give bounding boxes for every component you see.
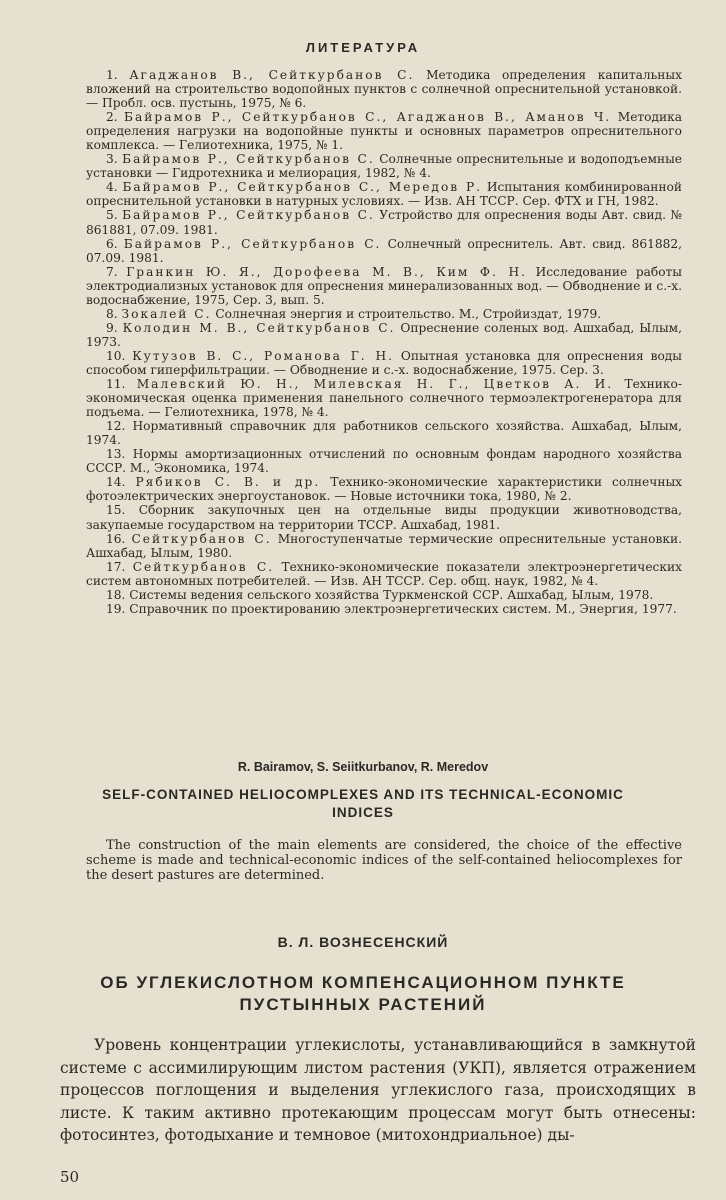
- reference-text: Многоступенчатые термические опреснительные установки. Ашхабад, Ылым, 1980.: [86, 531, 682, 560]
- reference-text: Устройство для опреснения воды Авт. свид. № 861881, 07.09. 1981.: [86, 208, 683, 237]
- reference-author: Байрамов Р., Сейткурбанов С., Агаджанов В., Аманов Ч.: [124, 110, 612, 125]
- article-body-text: Уровень концентрации углекислоты, устанавливающийся в замкнутой системе с ассимилирующим листом растения (УКП), является отражением процессов поглощения и выделения углекислого газа, происходящих в листе. К таким активно протекающим процессам могут быть отнесены: фотосинтез, фотодыхание и темновое (митохондриальное) ды-: [60, 1036, 696, 1144]
- reference-text: Опытная установка для опреснения воды способом гиперфильтрации. — Обводнение и с.-х. водоснабжение, 1975. Сер. 3.: [86, 348, 682, 377]
- reference-item: [86, 152, 682, 180]
- reference-author: Байрамов Р., Сейткурбанов С.: [122, 208, 375, 223]
- reference-item: [86, 349, 682, 377]
- reference-number: 11.: [106, 377, 126, 392]
- reference-author: Зокалей С.: [121, 306, 212, 321]
- reference-author: Гранкин Ю. Я., Дорофеева М. В., Ким Ф. Н.: [126, 264, 527, 279]
- reference-text: Солнечный опреснитель. Авт. свид. 861882, 07.09. 1981.: [86, 236, 682, 265]
- reference-item: [86, 265, 682, 307]
- reference-text: Нормативный справочник для работников сельского хозяйства. Ашхабад, Ылым, 1974.: [86, 419, 682, 448]
- reference-item: [86, 307, 682, 321]
- reference-number: 16.: [106, 531, 126, 546]
- article-author: В. Л. ВОЗНЕСЕНСКИЙ: [277, 934, 449, 950]
- reference-number: 5.: [106, 208, 118, 223]
- reference-number: 8.: [106, 306, 118, 321]
- reference-item: [86, 377, 682, 419]
- reference-text: Методика определения нагрузки на водопойные пункты и основных параметров опреснительного комплекса. — Гелиотехника, 1975, № 1.: [86, 110, 683, 153]
- reference-text: Солнечная энергия и строительство. М., Стройиздат, 1979.: [215, 306, 602, 321]
- reference-item: [86, 180, 682, 208]
- reference-text: Сборник закупочных цен на отдельные виды продукции животноводства, закупаемые государством на территории ТССР. Ашхабад, 1981.: [86, 503, 683, 532]
- reference-author: Байрамов Р., Сейткурбанов С.: [122, 152, 375, 167]
- reference-item: [86, 503, 682, 531]
- reference-number: 2.: [106, 110, 118, 125]
- english-summary-abstract: The construction of the main elements are considered, the choice of the effective scheme is made and technical-economic indices of the self-contained heliocomplexes for the desert pastures are determined.: [86, 838, 682, 883]
- reference-number: 19.: [106, 601, 126, 616]
- reference-author: Колодин М. В., Сейткурбанов С.: [122, 320, 396, 335]
- article-title: ОБ УГЛЕКИСЛОТНОМ КОМПЕНСАЦИОННОМ ПУНКТЕ ПУСТЫННЫХ РАСТЕНИЙ: [100, 973, 626, 1014]
- reference-author: Рябиков С. В. и др.: [135, 475, 321, 490]
- english-summary-authors: R. Bairamov, S. Seiitkurbanov, R. Meredov: [237, 760, 489, 774]
- reference-author: Кутузов В. С., Романова Г. Н.: [132, 348, 395, 363]
- reference-number: 18.: [106, 587, 126, 602]
- reference-text: Исследование работы электродиализных установок для опреснения минерализованных вод. — Обводнение и с.-х. водоснабжение, 1975, Сер. 3, вып. 5.: [86, 264, 682, 307]
- reference-number: 13.: [106, 447, 126, 462]
- reference-item: [86, 602, 682, 616]
- reference-author: Малевский Ю. Н., Милевская Н. Г., Цветков А. И.: [136, 377, 614, 392]
- reference-item: [86, 447, 682, 475]
- reference-author: Байрамов Р., Сейткурбанов С.: [123, 236, 382, 251]
- reference-text: Методика определения капитальных вложений на строительство водопойных пунктов с солнечной опреснительной установкой. — Пробл. осв. пустынь, 1975, № 6.: [86, 68, 682, 111]
- references-heading: ЛИТЕРАТУРА: [305, 40, 421, 55]
- reference-item: [86, 110, 682, 152]
- reference-number: 4.: [106, 180, 118, 195]
- reference-number: 3.: [106, 152, 118, 167]
- reference-number: 6.: [106, 236, 118, 251]
- reference-number: 14.: [106, 475, 126, 490]
- reference-number: 10.: [106, 348, 126, 363]
- reference-item: [86, 321, 682, 349]
- reference-author: Агаджанов В., Сейткурбанов С.: [129, 68, 415, 82]
- reference-text: Технико-экономические показатели электроэнергетических систем автономных потребителей. — Изв. АН ТССР. Сер. общ. наук, 1982, № 4.: [86, 559, 682, 588]
- reference-item: [86, 419, 682, 447]
- reference-text: Справочник по проектированию электроэнергетических систем. М., Энергия, 1977.: [129, 601, 677, 616]
- reference-item: [86, 475, 682, 503]
- reference-item: [86, 588, 682, 602]
- references-list: [86, 68, 682, 616]
- reference-item: [86, 208, 682, 236]
- reference-text: Испытания комбинированной опреснительной установки в натурных условиях. — Изв. АН ТССР. Сер. ФТХ и ГН, 1982.: [86, 180, 682, 209]
- reference-text: Технико-экономические характеристики солнечных фотоэлектрических энергоустановок. — Новые источники тока, 1980, № 2.: [86, 475, 683, 504]
- reference-author: Сейткурбанов С.: [131, 531, 272, 546]
- english-summary-title: SELF-CONTAINED HELIOCOMPLEXES AND ITS TECHNICAL-ECONOMIC INDICES: [102, 787, 624, 820]
- reference-number: 12.: [106, 419, 126, 434]
- page-number: 50: [60, 1168, 80, 1186]
- reference-number: 17.: [106, 559, 126, 574]
- reference-item: [86, 68, 682, 110]
- reference-number: 1.: [106, 68, 118, 82]
- reference-text: Технико-экономическая оценка применения панельного солнечного термоэлектрогенератора для подъема. — Гелиотехника, 1978, № 4.: [86, 377, 683, 420]
- reference-text: Нормы амортизационных отчислений по основным фондам народного хозяйства СССР. М., Экономика, 1974.: [86, 447, 683, 476]
- reference-text: Солнечные опреснительные и водоподъемные установки — Гидротехника и мелиорация, 1982, № 4.: [86, 152, 683, 181]
- reference-number: 15.: [106, 503, 126, 518]
- reference-item: [86, 532, 682, 560]
- reference-text: Системы ведения сельского хозяйства Туркменской ССР. Ашхабад, Ылым, 1978.: [129, 587, 654, 602]
- reference-author: Байрамов Р., Сейткурбанов С., Мередов Р.: [122, 180, 483, 195]
- reference-item: [86, 560, 682, 588]
- reference-number: 9.: [106, 320, 118, 335]
- reference-author: Сейткурбанов С.: [132, 559, 275, 574]
- reference-item: [86, 237, 682, 265]
- reference-text: Опреснение соленых вод. Ашхабад, Ылым, 1973.: [86, 320, 682, 349]
- reference-number: 7.: [106, 264, 118, 279]
